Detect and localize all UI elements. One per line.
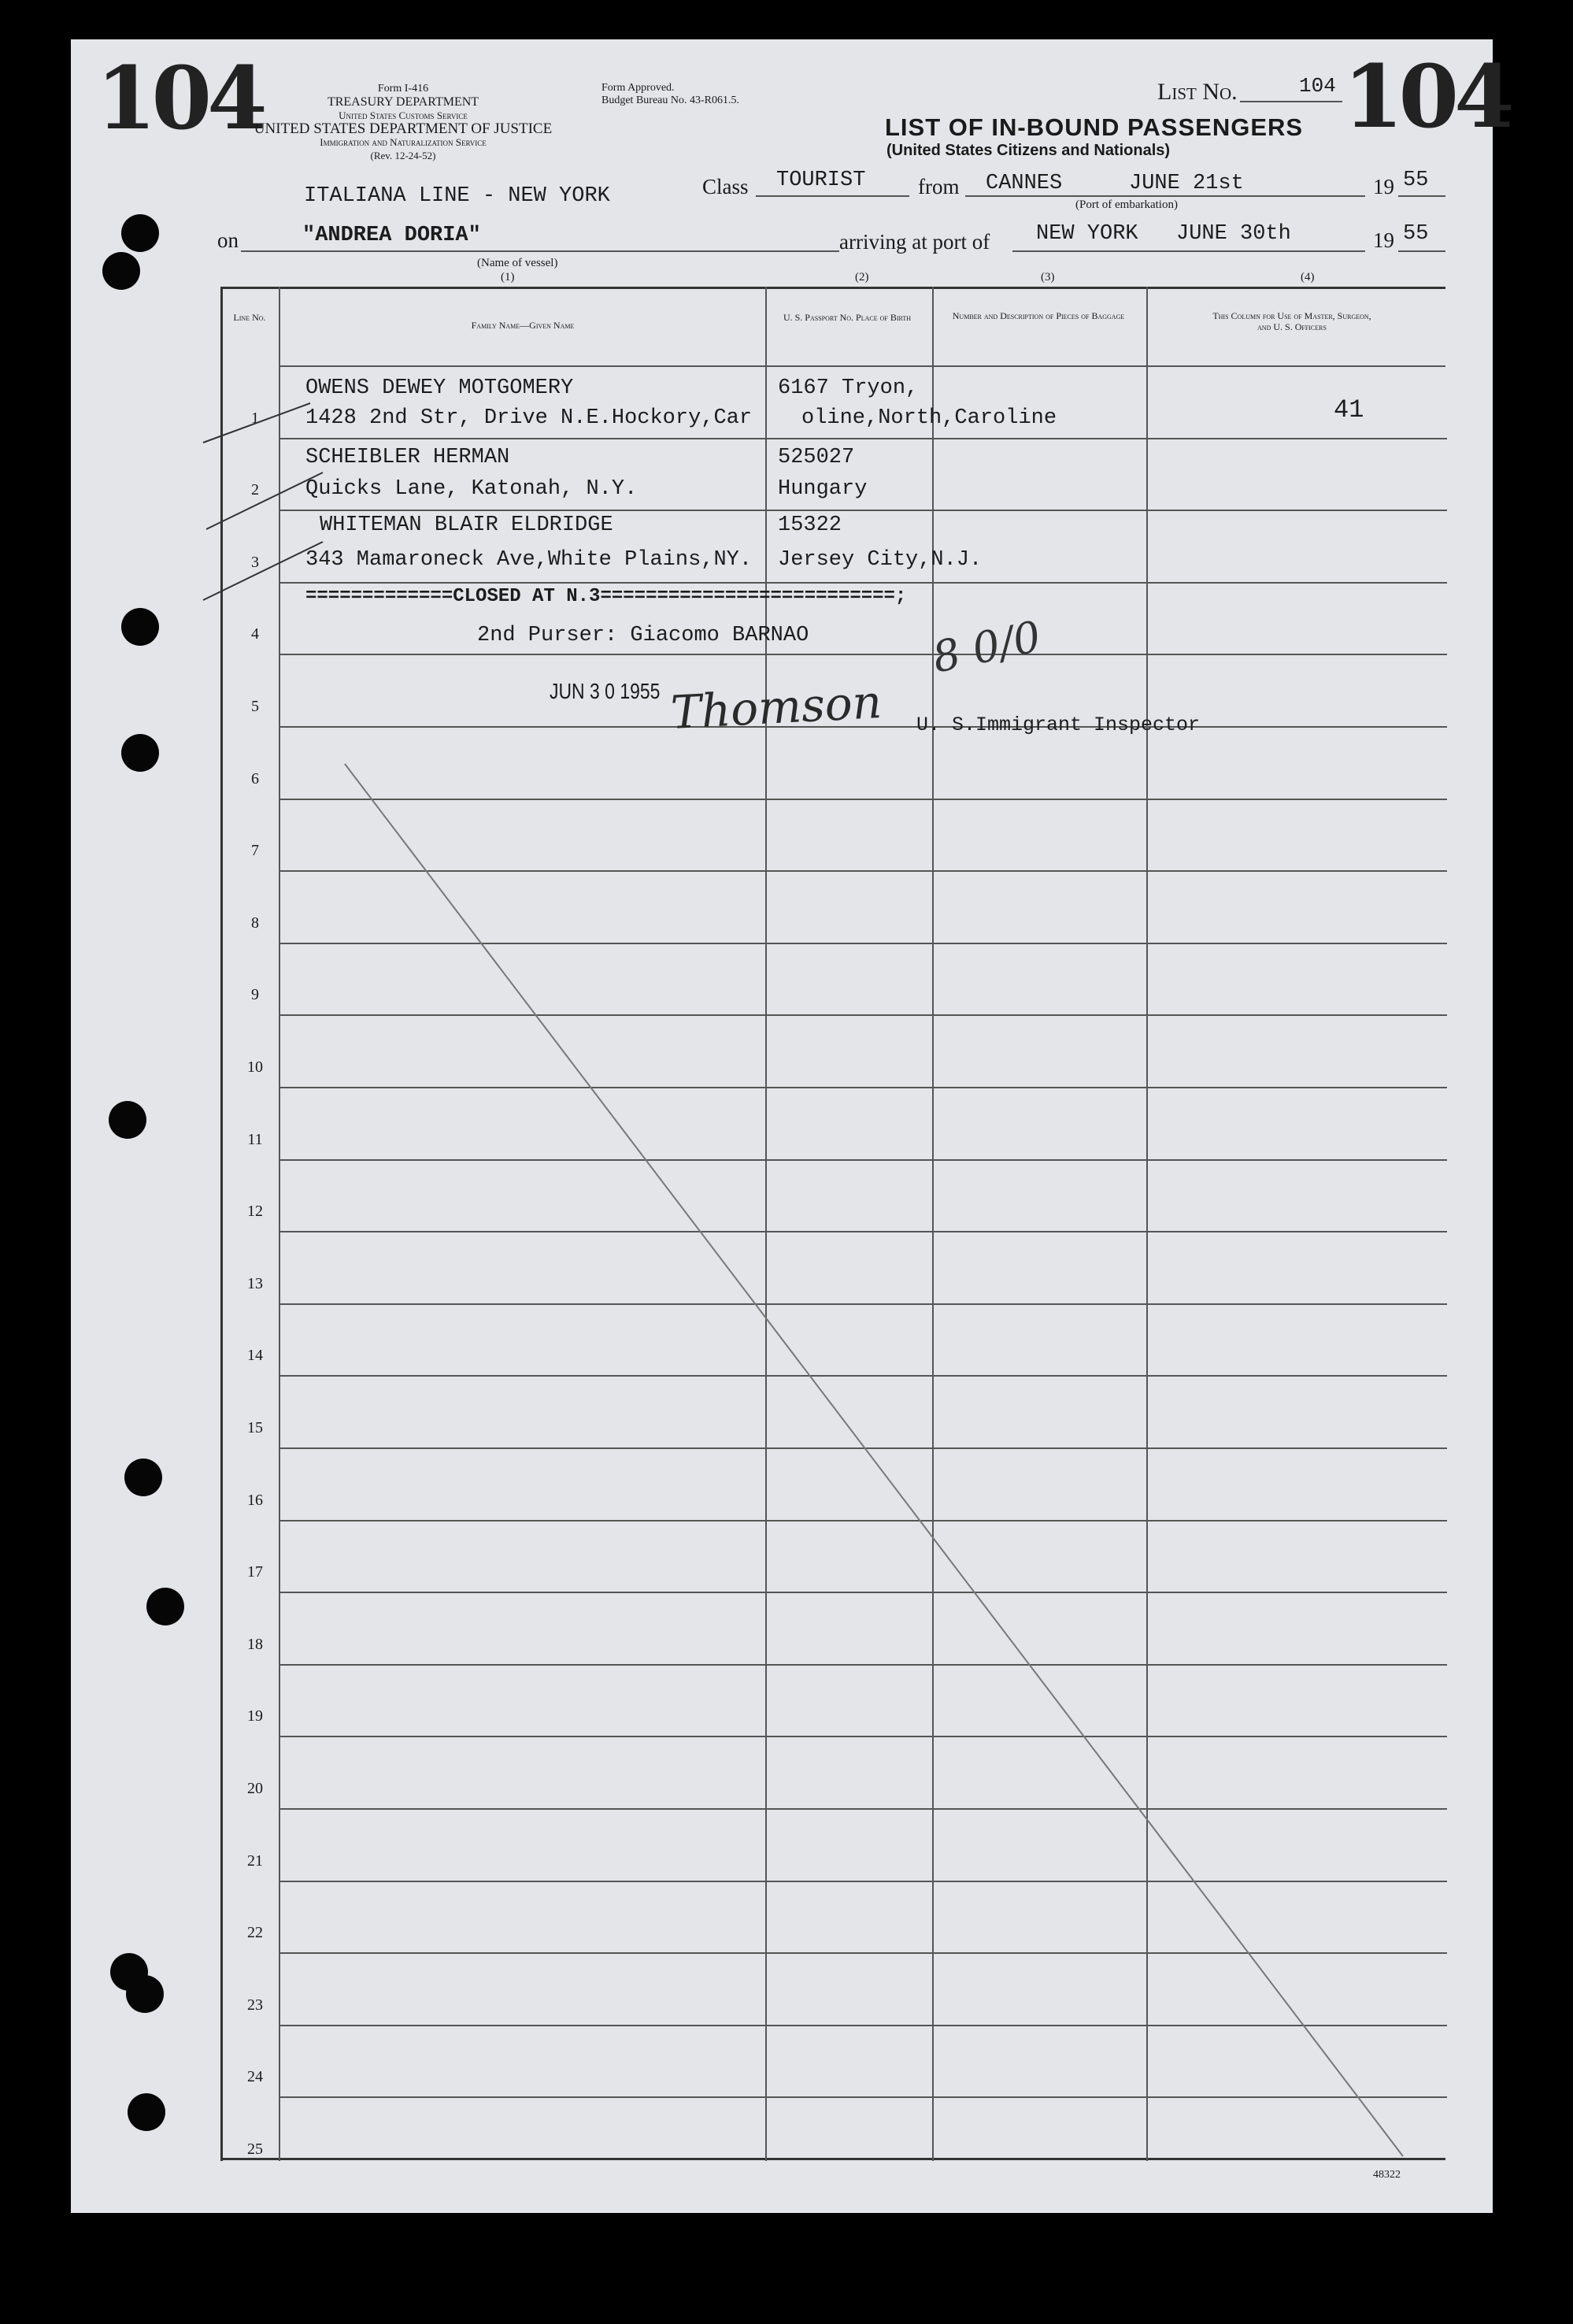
line-number: 7 xyxy=(251,842,259,860)
class-value: TOURIST xyxy=(776,169,866,192)
line-number: 25 xyxy=(247,2141,263,2158)
line-number: 23 xyxy=(247,1996,263,2014)
vessel-name: "ANDREA DORIA" xyxy=(302,224,481,247)
entry-1-birth: oline,North,Caroline xyxy=(801,406,1057,430)
entry-1-officer: 41 xyxy=(1334,395,1364,424)
from-label: from xyxy=(918,175,960,198)
revision: (Rev. 12-24-52) xyxy=(370,150,436,161)
line-number: 12 xyxy=(247,1203,263,1221)
justice-dept: UNITED STATES DEPARTMENT OF JUSTICE xyxy=(254,120,553,137)
list-no-label: List No. xyxy=(1157,79,1238,105)
entry-2-birth: Hungary xyxy=(778,477,868,501)
header-name: Family Name—Given Name xyxy=(471,320,575,331)
col-number-3: (3) xyxy=(1041,271,1055,284)
header-line-no: Line No. xyxy=(233,312,266,323)
line-number: 1 xyxy=(251,409,259,427)
footer-number: 48322 xyxy=(1373,2169,1401,2181)
embark-date: JUNE 21st xyxy=(1129,172,1244,195)
header-officers: This Column for Use of Master, Surgeon, and U. S. Officers xyxy=(1212,310,1371,332)
page-title: LIST OF IN-BOUND PASSENGERS xyxy=(885,113,1304,141)
line-number: 18 xyxy=(247,1635,263,1653)
line-number: 21 xyxy=(247,1851,263,1870)
line-number: 14 xyxy=(247,1347,263,1365)
list-number-stamp-left: 104 xyxy=(96,47,263,149)
line-number: 10 xyxy=(247,1058,263,1076)
arriving-label: arriving at port of xyxy=(839,230,990,254)
year-2: 55 xyxy=(1403,222,1429,246)
ins-service: Immigration and Naturalization Service xyxy=(320,136,487,148)
entry-3-birth: Jersey City,N.J. xyxy=(778,548,983,572)
entry-2-address: Quicks Lane, Katonah, N.Y. xyxy=(305,477,638,501)
purser-line: 2nd Purser: Giacomo BARNAO xyxy=(477,624,809,647)
page-subtitle: (United States Citizens and Nationals) xyxy=(886,142,1171,159)
entry-2-passport: 525027 xyxy=(778,446,855,469)
line-number: 3 xyxy=(251,553,259,571)
col-number-2: (2) xyxy=(855,271,869,284)
entry-3-passport: 15322 xyxy=(778,513,842,537)
entry-1-name: OWENS DEWEY MOTGOMERY xyxy=(305,376,574,400)
on-label: on xyxy=(217,228,239,252)
date-stamp: JUN 3 0 1955 xyxy=(550,679,661,703)
year-prefix-2: 19 xyxy=(1373,228,1394,252)
form-number: Form I-416 xyxy=(377,83,429,95)
year-1: 55 xyxy=(1403,169,1429,192)
header-passport: U. S. Passport No. Place of Birth xyxy=(783,312,912,323)
port-embark-caption: (Port of embarkation) xyxy=(1075,198,1178,211)
line-number: 6 xyxy=(251,769,259,788)
embark-port: CANNES xyxy=(986,172,1063,195)
line-number: 11 xyxy=(247,1130,263,1148)
arrival-port: NEW YORK xyxy=(1036,222,1138,246)
line-number: 20 xyxy=(247,1780,263,1797)
customs-service: United States Customs Service xyxy=(339,109,468,121)
handwritten-note: 8 0/0 xyxy=(927,611,1046,683)
line-number: 15 xyxy=(247,1419,263,1436)
inspector-signature: Thomson xyxy=(669,675,883,739)
line-number: 4 xyxy=(251,625,259,643)
line-number: 19 xyxy=(247,1707,263,1725)
line-number: 2 xyxy=(251,481,259,499)
approved-text: Form Approved. xyxy=(601,82,675,94)
entry-2-name: SCHEIBLER HERMAN xyxy=(305,446,510,469)
closed-line: =============CLOSED AT N.3==========================; xyxy=(305,586,907,607)
entry-1-passport: 6167 Tryon, xyxy=(778,376,919,400)
list-no-value: 104 xyxy=(1299,74,1336,98)
line-number: 13 xyxy=(247,1274,263,1292)
line-number: 8 xyxy=(251,914,259,932)
entry-3-name: WHITEMAN BLAIR ELDRIDGE xyxy=(320,513,613,537)
inspector-title: U. S.Immigrant Inspector xyxy=(916,714,1201,736)
list-number-stamp-right: 104 xyxy=(1343,46,1510,147)
treasury-dept: TREASURY DEPARTMENT xyxy=(327,95,479,109)
line-number: 22 xyxy=(247,1924,263,1942)
line-number: 24 xyxy=(247,2068,263,2086)
shipping-line: ITALIANA LINE - NEW YORK xyxy=(304,184,610,208)
arrival-date: JUNE 30th xyxy=(1176,222,1291,246)
col-number-1: (1) xyxy=(501,271,515,284)
line-number: 5 xyxy=(251,698,259,715)
vessel-caption: (Name of vessel) xyxy=(477,257,558,269)
budget-text: Budget Bureau No. 43-R061.5. xyxy=(601,95,739,106)
header-baggage: Number and Description of Pieces of Baggage xyxy=(952,310,1125,321)
line-number: 9 xyxy=(251,986,259,1004)
col-number-4: (4) xyxy=(1301,271,1315,284)
line-number: 16 xyxy=(247,1491,263,1509)
year-prefix-1: 19 xyxy=(1373,175,1394,198)
entry-1-address: 1428 2nd Str, Drive N.E.Hockory,Car xyxy=(305,406,753,430)
line-number: 17 xyxy=(247,1563,263,1581)
class-label: Class xyxy=(702,175,749,198)
entry-3-address: 343 Mamaroneck Ave,White Plains,NY. xyxy=(305,548,753,572)
